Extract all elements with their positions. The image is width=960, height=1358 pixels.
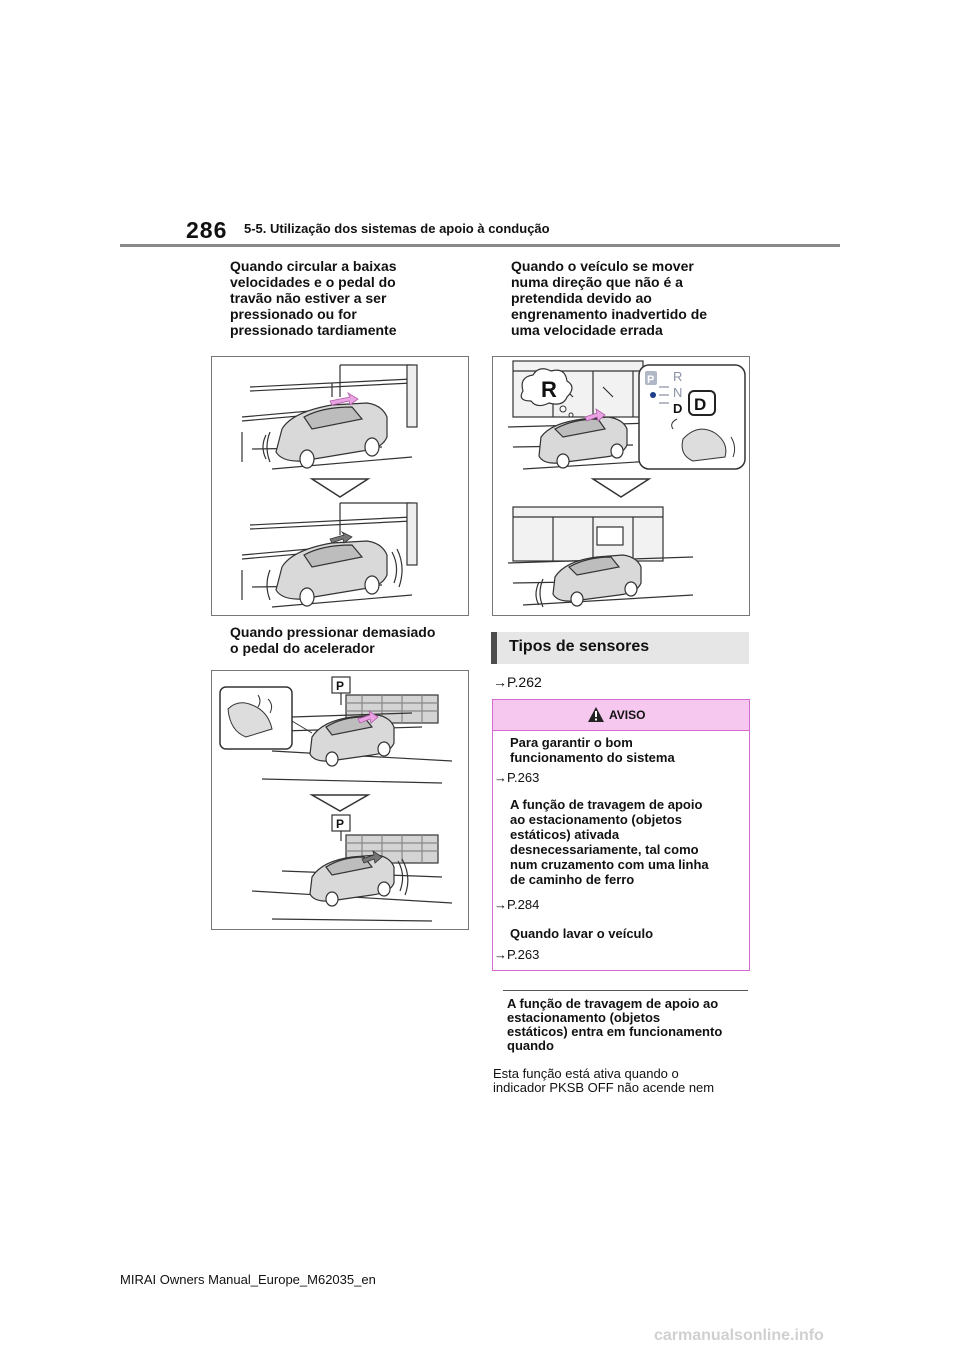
warning-item-title: Quando lavar o veículo (510, 926, 654, 941)
figure-accelerator (211, 670, 469, 930)
watermark: carmanualsonline.info (654, 1327, 824, 1344)
warning-box (492, 699, 750, 971)
subsection-body: Esta função está ativa quando o indicador PKSB OFF não acende nem (493, 1066, 715, 1095)
figure-low-speed (211, 356, 469, 616)
gear-d-label: D (694, 395, 707, 414)
case-heading-low-speed: Quando circular a baixas velocidades e o pedal do travão não estiver a ser pressionado ou for pressionado tardiamente (230, 258, 397, 338)
illustration-low-speed (212, 357, 468, 615)
warning-item-ref[interactable]: →P.263 (494, 770, 540, 785)
header-rule (120, 244, 840, 247)
parking-p-label: P (336, 679, 345, 693)
parking-p-label-2: P (336, 817, 345, 831)
warning-header (493, 700, 749, 731)
gear-d-small-label: D (673, 401, 683, 416)
illustration-wrong-gear (493, 357, 749, 615)
gear-n-label: N (673, 385, 683, 400)
warning-item-title: Para garantir o bom funcionamento do sistema (510, 735, 675, 765)
subsection-rule (503, 990, 748, 991)
warning-title: AVISO (609, 708, 646, 722)
gear-r-small-label: R (673, 369, 683, 384)
figure-wrong-gear (492, 356, 750, 616)
warning-item-ref[interactable]: →P.263 (494, 947, 540, 962)
sensor-types-ref[interactable]: →P.262 (493, 674, 542, 690)
case-heading-accelerator: Quando pressionar demasiado o pedal do acelerador (230, 624, 436, 656)
illustration-accelerator (212, 671, 468, 929)
footer-text: MIRAI Owners Manual_Europe_M62035_en (120, 1272, 376, 1287)
page-number: 286 (186, 217, 228, 243)
warning-icon (588, 707, 604, 722)
sensor-types-heading (491, 632, 749, 664)
case-heading-wrong-gear: Quando o veículo se mover numa direção que não é a pretendida devido ao engrenamento inadvertido de uma velocidade errada (511, 258, 708, 338)
gear-p-label: P (647, 374, 655, 386)
warning-item-ref[interactable]: →P.284 (494, 897, 540, 912)
gear-r-label: R (541, 377, 557, 402)
subsection-heading: A função de travagem de apoio ao estacionamento (objetos estáticos) entra em funcionamento quando (507, 996, 723, 1053)
warning-item-title: A função de travagem de apoio ao estacionamento (objetos estáticos) ativada desnecessariamente, tal como num cruzamento com uma linha de caminho de ferro (510, 797, 709, 887)
sensor-types-heading-text: Tipos de sensores (509, 638, 650, 655)
section-title: 5-5. Utilização dos sistemas de apoio à condução (244, 221, 550, 236)
